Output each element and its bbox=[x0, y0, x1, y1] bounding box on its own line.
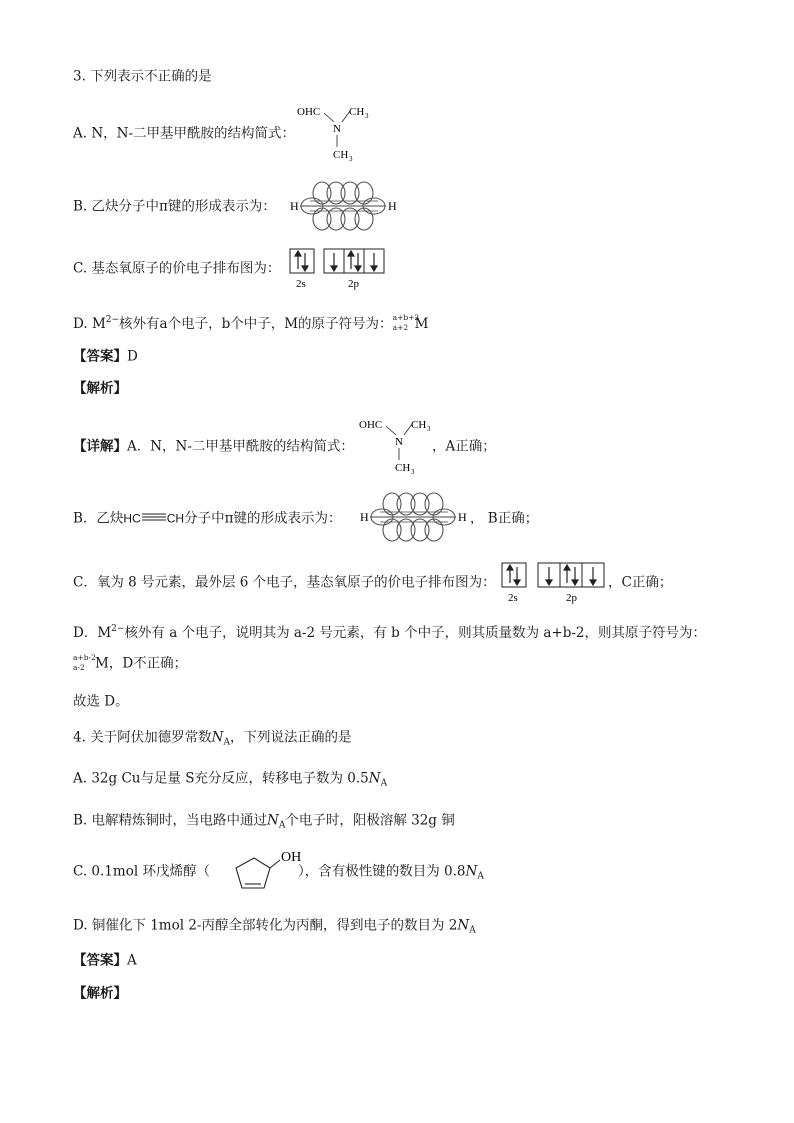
svg-text:CH: CH bbox=[349, 106, 365, 118]
svg-text:CH: CH bbox=[395, 462, 411, 474]
svg-text:OHC: OHC bbox=[359, 419, 383, 431]
q3-detail-a: 【详解】A．N，N-二甲基甲酰胺的结构简式： bbox=[73, 438, 354, 455]
svg-text:H: H bbox=[360, 510, 369, 524]
q3-detail-d-line2: a+b-2 a-2 M，D不正确； bbox=[73, 652, 188, 672]
svg-text:2s: 2s bbox=[508, 592, 518, 604]
cyclopentenol-structure bbox=[224, 840, 304, 898]
svg-text:3: 3 bbox=[349, 155, 353, 163]
q3-option-b: B. 乙炔分子中π键的形成表示为： bbox=[73, 198, 276, 215]
q3-option-a: A. N，N-二甲基甲酰胺的结构简式： bbox=[73, 125, 296, 142]
svg-text:OHC: OHC bbox=[297, 106, 321, 118]
q3-detail-d: D．$M^{2-}$核外有 a 个电子，说明其为 a-2 号元素，有 b 个中子，则其质量数为 a+b-2，则其原子符号为： bbox=[73, 624, 707, 641]
q4-stem: 4. 关于阿伏加德罗常数$N_A$，下列说法正确的是 bbox=[73, 729, 352, 748]
q4-analysis-label: 【解析】 bbox=[73, 985, 127, 1002]
svg-text:3: 3 bbox=[427, 425, 431, 433]
orbital-diagram-figure-detail bbox=[500, 561, 610, 605]
svg-text:CH: CH bbox=[333, 149, 349, 161]
q3-option-c: C. 基态氧原子的价电子排布图为： bbox=[73, 260, 281, 277]
q3-option-d: D. $M^{2-}$核外有a个电子，b个中子，M的原子符号为： a+b+2 a+2 M bbox=[73, 313, 429, 332]
pi-bond-figure-b bbox=[288, 177, 404, 235]
nuclide-symbol-d: a+b+2 a+2 bbox=[392, 313, 420, 332]
q3-detail-c-tail: ，C正确； bbox=[608, 574, 673, 591]
q3-detail-c: C．氧为 8 号元素，最外层 6 个电子，基态氧原子的价电子排布图为： bbox=[73, 574, 496, 591]
q3-conclusion: 故选 D。 bbox=[73, 693, 129, 710]
q3-detail-a-tail: ，A正确； bbox=[432, 438, 496, 455]
svg-text:OH: OH bbox=[281, 850, 302, 865]
svg-text:3: 3 bbox=[411, 468, 415, 476]
q3-answer: 【答案】D bbox=[73, 348, 138, 365]
q3-analysis-label: 【解析】 bbox=[73, 380, 127, 397]
q3-detail-b-tail: ， B正确； bbox=[470, 510, 539, 527]
svg-text:H: H bbox=[290, 199, 299, 213]
svg-text:2s: 2s bbox=[296, 278, 306, 290]
pi-bond-figure-detail bbox=[358, 488, 474, 546]
q4-option-c-tail: ），含有极性键的数目为 $0.8N_A$ bbox=[298, 863, 484, 882]
q4-answer: 【答案】A bbox=[73, 952, 137, 969]
q3-detail-b: B．乙炔HC CH分子中π键的形成表示为： bbox=[73, 510, 342, 527]
svg-text:2p: 2p bbox=[348, 278, 359, 290]
orbital-diagram-figure-c bbox=[288, 247, 398, 291]
dmf-structure-figure-detail bbox=[354, 413, 440, 479]
q4-option-d: D. 铜催化下 1mol 2-丙醇全部转化为丙酮，得到电子的数目为 $2N_A$ bbox=[73, 917, 476, 936]
svg-text:N: N bbox=[395, 436, 403, 448]
svg-text:3: 3 bbox=[365, 112, 369, 120]
triple-bond-symbol bbox=[141, 510, 167, 528]
nuclide-symbol-detail: a+b-2 a-2 bbox=[73, 652, 96, 672]
q3-stem: 3. 下列表示不正确的是 bbox=[73, 68, 212, 85]
svg-text:N: N bbox=[333, 123, 341, 135]
svg-text:H: H bbox=[388, 199, 397, 213]
svg-text:CH: CH bbox=[411, 419, 427, 431]
q4-option-b: B. 电解精炼铜时，当电路中通过$N_A$个电子时，阳极溶解 32g 铜 bbox=[73, 812, 455, 831]
q4-option-a: A. 32g Cu与足量 S充分反应，转移电子数为 $0.5N_A$ bbox=[73, 770, 388, 789]
svg-text:H: H bbox=[458, 510, 467, 524]
dmf-structure-figure-a bbox=[292, 100, 382, 166]
svg-text:2p: 2p bbox=[566, 592, 577, 604]
q4-option-c: C. 0.1mol 环戊烯醇（ bbox=[73, 863, 210, 880]
